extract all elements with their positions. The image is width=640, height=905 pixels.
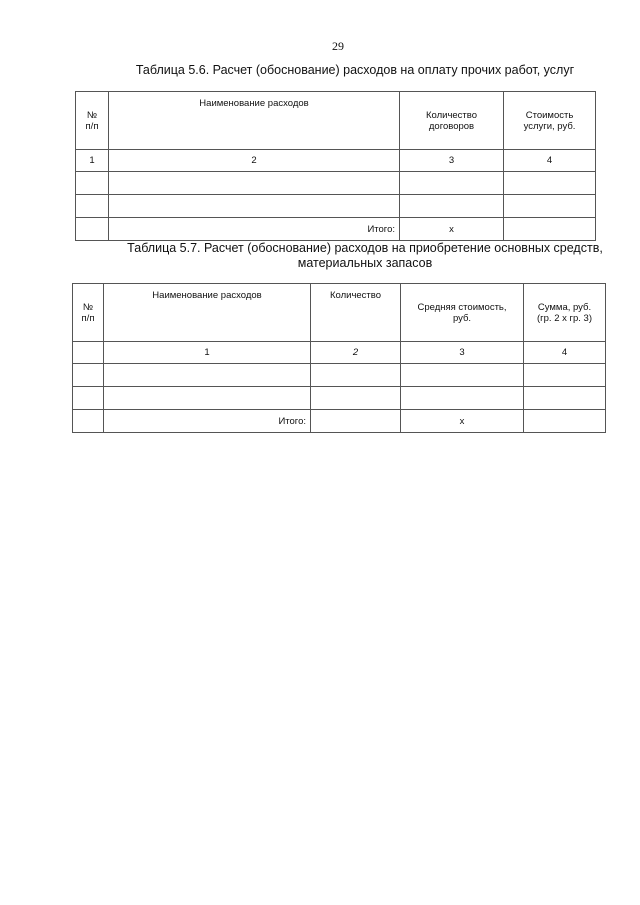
- table-cell: [73, 342, 104, 364]
- table-row: [76, 195, 596, 218]
- table-5-7: [72, 283, 606, 433]
- table-cell[interactable]: [524, 364, 606, 387]
- table-cell[interactable]: [73, 387, 104, 410]
- table-cell[interactable]: [311, 410, 401, 433]
- table-5-7-caption: [100, 241, 630, 271]
- table-cell[interactable]: [400, 172, 504, 195]
- table-cell[interactable]: [104, 387, 311, 410]
- table-cell[interactable]: [73, 410, 104, 433]
- table-row: [73, 364, 606, 387]
- total-mark: x: [401, 410, 524, 433]
- table-cell[interactable]: [76, 172, 109, 195]
- header-cell-number: № п/п: [73, 284, 104, 342]
- total-value-cell[interactable]: [504, 218, 596, 241]
- total-label: Итого:: [109, 218, 400, 241]
- page-number: 29: [332, 39, 344, 53]
- header-cell-sum: Сумма, руб. (гр. 2 х гр. 3): [524, 284, 606, 342]
- table-cell[interactable]: [76, 195, 109, 218]
- total-mark: x: [400, 218, 504, 241]
- total-value-cell[interactable]: [524, 410, 606, 433]
- column-number-cell: 4: [504, 150, 596, 172]
- table-cell[interactable]: [311, 387, 401, 410]
- table-cell[interactable]: [504, 195, 596, 218]
- column-number-cell: 3: [401, 342, 524, 364]
- table-cell[interactable]: [401, 364, 524, 387]
- table-cell[interactable]: [401, 387, 524, 410]
- table-cell[interactable]: [109, 195, 400, 218]
- table-header-row: [73, 284, 606, 342]
- table-5-6: [75, 91, 596, 241]
- table-row: [76, 172, 596, 195]
- table-header-row: [76, 92, 596, 150]
- header-cell-quantity: Количество: [311, 284, 401, 342]
- table-cell[interactable]: [311, 364, 401, 387]
- table-cell[interactable]: [73, 364, 104, 387]
- column-number-cell: 1: [104, 342, 311, 364]
- column-number-row: [76, 150, 596, 172]
- column-number-row: [73, 342, 606, 364]
- header-cell-expense-name: Наименование расходов: [109, 92, 400, 150]
- header-cell-expense-name: Наименование расходов: [104, 284, 311, 342]
- table-cell[interactable]: [104, 364, 311, 387]
- column-number-cell: 3: [400, 150, 504, 172]
- table-cell[interactable]: [400, 195, 504, 218]
- total-row: [73, 410, 606, 433]
- header-cell-contract-count: Количество договоров: [400, 92, 504, 150]
- column-number-cell: 1: [76, 150, 109, 172]
- caption-line: Таблица 5.7. Расчет (обоснование) расходов на приобретение основных средств,: [127, 241, 603, 255]
- column-number-cell: 2: [311, 342, 401, 364]
- total-row: [76, 218, 596, 241]
- header-cell-number: № п/п: [76, 92, 109, 150]
- table-row: [73, 387, 606, 410]
- table-cell[interactable]: [504, 172, 596, 195]
- total-label: Итого:: [104, 410, 311, 433]
- header-cell-average-cost: Средняя стоимость, руб.: [401, 284, 524, 342]
- caption-line: материальных запасов: [297, 256, 433, 270]
- table-cell[interactable]: [524, 387, 606, 410]
- table-5-6-caption: Таблица 5.6. Расчет (обоснование) расходов на оплату прочих работ, услуг: [135, 63, 575, 77]
- header-cell-service-cost: Стоимость услуги, руб.: [504, 92, 596, 150]
- table-cell[interactable]: [109, 172, 400, 195]
- column-number-cell: 2: [109, 150, 400, 172]
- column-number-cell: 4: [524, 342, 606, 364]
- table-cell[interactable]: [76, 218, 109, 241]
